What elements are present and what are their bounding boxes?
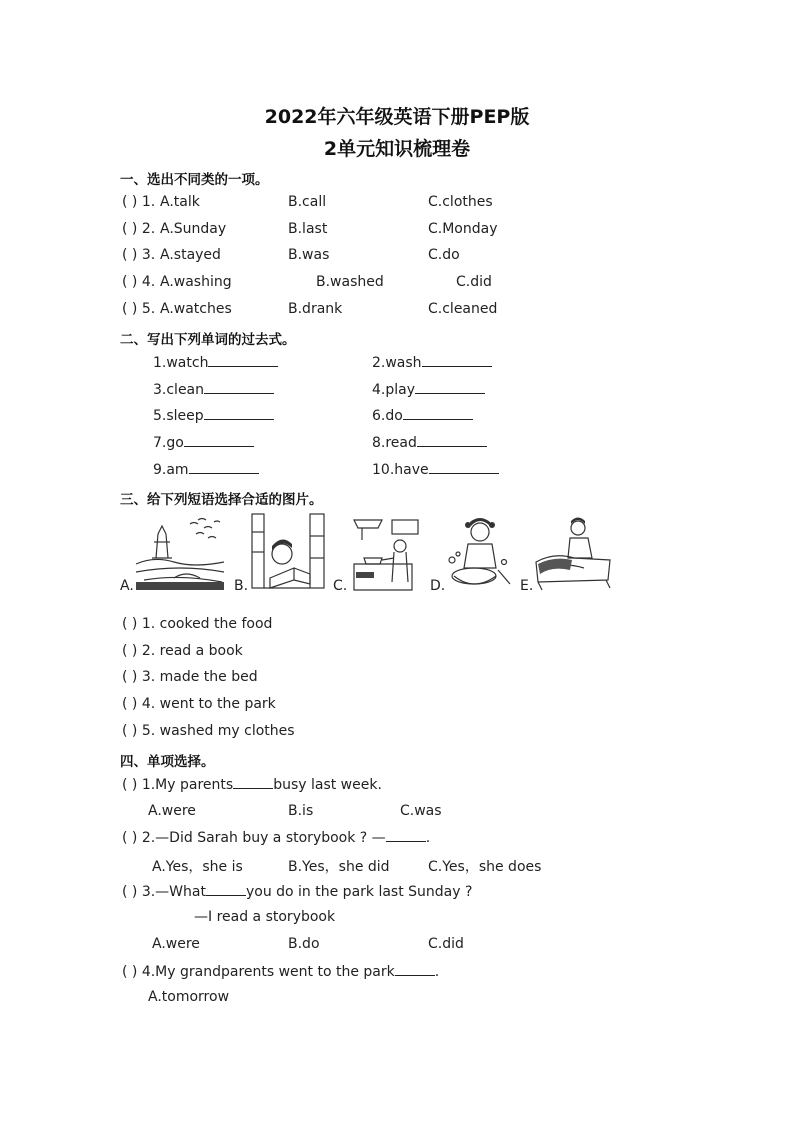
word: 1.watch bbox=[153, 355, 209, 371]
answer-blank[interactable] bbox=[417, 434, 487, 447]
question-text: ( ) 1.My parents bbox=[122, 777, 234, 793]
picture-label-c: C. bbox=[333, 578, 348, 594]
word: 5.sleep bbox=[153, 408, 204, 424]
question-text-end: . bbox=[434, 964, 440, 980]
washing-clothes-picture bbox=[444, 512, 516, 592]
option-a: A.washing bbox=[160, 274, 232, 290]
option-b: B.washed bbox=[316, 274, 384, 290]
fill-item-1 bbox=[153, 354, 278, 371]
reading-book-picture bbox=[250, 512, 326, 592]
word: 3.clean bbox=[153, 382, 205, 398]
word: 7.go bbox=[153, 435, 184, 451]
option-b: B.Yes，she did bbox=[288, 859, 390, 875]
picture-label-e: E. bbox=[520, 578, 534, 594]
option-b: B.do bbox=[288, 936, 320, 952]
answer-blank[interactable] bbox=[429, 461, 499, 474]
option-c: C.do bbox=[428, 247, 460, 263]
option-a: A.stayed bbox=[160, 247, 221, 263]
answer-blank[interactable] bbox=[204, 407, 274, 420]
picture-label-a: A. bbox=[120, 578, 134, 594]
section3-heading: 三、给下列短语选择合适的图片。 bbox=[120, 492, 323, 508]
choice-question-4 bbox=[122, 963, 439, 980]
answer-blank[interactable] bbox=[403, 407, 473, 420]
option-c: C.did bbox=[428, 936, 464, 952]
fill-item-9 bbox=[153, 461, 259, 478]
option-c: C.did bbox=[456, 274, 492, 290]
question-text-end: . bbox=[425, 830, 431, 846]
fill-item-2 bbox=[372, 354, 492, 371]
question-number: ( ) 5. bbox=[122, 301, 156, 317]
answer-blank[interactable] bbox=[184, 434, 254, 447]
title-line-2: 2单元知识梳理卷 bbox=[323, 138, 471, 160]
option-a: A.were bbox=[148, 803, 196, 819]
choice-question-2 bbox=[122, 829, 430, 846]
question-text: ( ) 4.My grandparents went to the park bbox=[122, 964, 395, 980]
option-b: B.was bbox=[288, 247, 330, 263]
option-c: C.was bbox=[400, 803, 442, 819]
option-a: A.Yes，she is bbox=[152, 859, 243, 875]
question-number: ( ) 3. bbox=[122, 247, 156, 263]
picture-label-d: D. bbox=[430, 578, 446, 594]
match-item-3: ( ) 3. made the bed bbox=[122, 669, 258, 685]
match-item-4: ( ) 4. went to the park bbox=[122, 696, 276, 712]
answer-blank[interactable] bbox=[395, 963, 435, 976]
answer-blank[interactable] bbox=[208, 354, 278, 367]
option-b: B.is bbox=[288, 803, 314, 819]
question-text-end: you do in the park last Sunday ? bbox=[245, 884, 473, 900]
question-text: ( ) 3.—What bbox=[122, 884, 206, 900]
option-b: B.call bbox=[288, 194, 327, 210]
making-bed-picture bbox=[534, 512, 614, 592]
option-a: A.tomorrow bbox=[148, 989, 230, 1005]
question-text-end: busy last week. bbox=[273, 777, 382, 793]
question-text: ( ) 2.—Did Sarah buy a storybook ? — bbox=[122, 830, 386, 846]
title-line-1: 2022年六年级英语下册PEP版 bbox=[264, 106, 530, 128]
word: 8.read bbox=[372, 435, 417, 451]
match-item-5: ( ) 5. washed my clothes bbox=[122, 723, 295, 739]
fill-item-6 bbox=[372, 407, 473, 424]
section2-heading: 二、写出下列单词的过去式。 bbox=[120, 332, 296, 348]
option-c: C.clothes bbox=[428, 194, 493, 210]
answer-line: —I read a storybook bbox=[194, 909, 336, 925]
answer-blank[interactable] bbox=[386, 829, 426, 842]
option-c: C.Monday bbox=[428, 221, 498, 237]
question-number: ( ) 1. bbox=[122, 194, 156, 210]
option-a: A.watches bbox=[160, 301, 232, 317]
match-item-2: ( ) 2. read a book bbox=[122, 643, 243, 659]
answer-blank[interactable] bbox=[189, 461, 259, 474]
option-b: B.drank bbox=[288, 301, 343, 317]
fill-item-8 bbox=[372, 434, 487, 451]
match-item-1: ( ) 1. cooked the food bbox=[122, 616, 273, 632]
answer-blank[interactable] bbox=[422, 354, 492, 367]
fill-item-10 bbox=[372, 461, 499, 478]
option-a: A.were bbox=[152, 936, 200, 952]
answer-blank[interactable] bbox=[206, 883, 246, 896]
fill-item-7 bbox=[153, 434, 254, 451]
fill-item-5 bbox=[153, 407, 274, 424]
word: 10.have bbox=[372, 462, 429, 478]
word: 9.am bbox=[153, 462, 189, 478]
option-c: C.Yes，she does bbox=[428, 859, 542, 875]
section1-heading: 一、选出不同类的一项。 bbox=[120, 172, 269, 188]
word: 2.wash bbox=[372, 355, 422, 371]
cooking-picture bbox=[352, 512, 422, 592]
fill-item-3 bbox=[153, 381, 274, 398]
park-picture bbox=[134, 512, 226, 592]
section4-heading: 四、单项选择。 bbox=[120, 754, 215, 770]
option-b: B.last bbox=[288, 221, 328, 237]
option-a: A.Sunday bbox=[160, 221, 227, 237]
question-number: ( ) 4. bbox=[122, 274, 156, 290]
question-number: ( ) 2. bbox=[122, 221, 156, 237]
choice-question-3 bbox=[122, 883, 472, 900]
picture-label-b: B. bbox=[234, 578, 249, 594]
option-a: A.talk bbox=[160, 194, 200, 210]
word: 4.play bbox=[372, 382, 415, 398]
word: 6.do bbox=[372, 408, 403, 424]
answer-blank[interactable] bbox=[233, 776, 273, 789]
answer-blank[interactable] bbox=[204, 381, 274, 394]
option-c: C.cleaned bbox=[428, 301, 498, 317]
choice-question-1 bbox=[122, 776, 382, 793]
answer-blank[interactable] bbox=[415, 381, 485, 394]
fill-item-4 bbox=[372, 381, 485, 398]
